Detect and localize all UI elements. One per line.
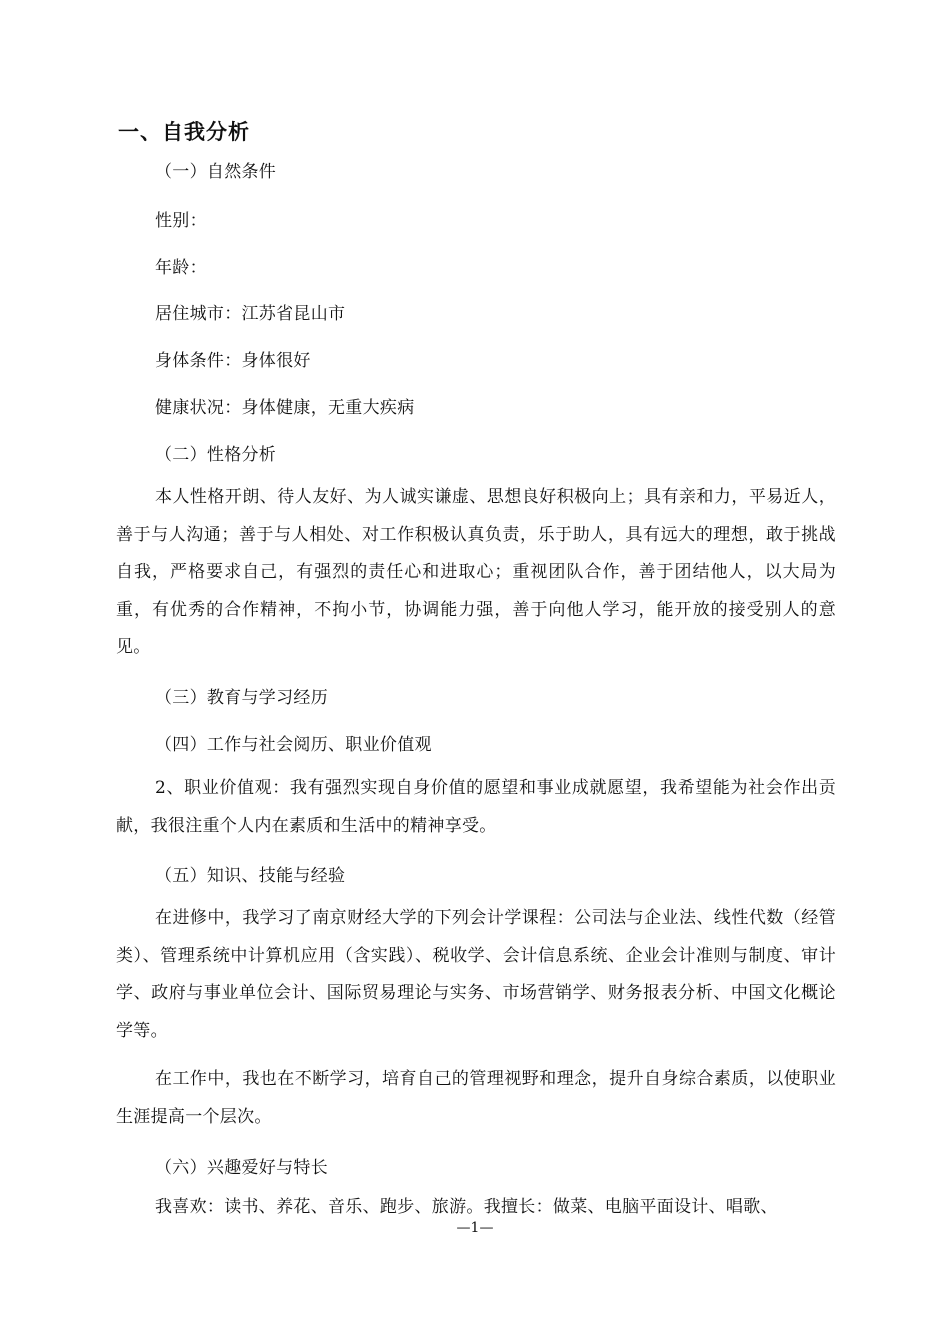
field-gender: 性别： — [155, 211, 207, 231]
values-paragraph: 2、职业价值观：我有强烈实现自身价值的愿望和事业成就愿望，我希望能为社会作出贡献，我很注重个人内在素质和生活中的精神享受。 — [116, 778, 836, 836]
section-heading: 一、自我分析 — [118, 120, 250, 144]
field-age: 年龄： — [155, 258, 207, 278]
field-health: 健康状况：身体健康，无重大疾病 — [155, 398, 415, 418]
subsection-title-natural: （一）自然条件 — [155, 162, 277, 182]
subsection-title-education: （三）教育与学习经历 — [155, 688, 328, 708]
subsection-title-work: （四）工作与社会阅历、职业价值观 — [155, 735, 432, 755]
subsection-title-hobbies: （六）兴趣爱好与特长 — [155, 1158, 328, 1178]
subsection-title-skills: （五）知识、技能与经验 — [155, 866, 346, 886]
courses-paragraph: 在进修中，我学习了南京财经大学的下列会计学课程：公司法与企业法、线性代数（经管类）、管理系统中计算机应用（含实践）、税收学、会计信息系统、企业会计准则与制度、审计学、政府与事业单位会计、国际贸易理论与实务、市场营销学、财务报表分析、中国文化概论学等。 — [116, 908, 836, 1041]
field-city: 居住城市：江苏省昆山市 — [155, 304, 346, 324]
work-learning-paragraph: 在工作中，我也在不断学习，培育自己的管理视野和理念，提升自身综合素质，以使职业生涯提高一个层次。 — [116, 1069, 836, 1127]
subsection-title-personality: （二）性格分析 — [155, 445, 277, 465]
personality-paragraph: 本人性格开朗、待人友好、为人诚实谦虚、思想良好积极向上；具有亲和力，平易近人，善于与人沟通；善于与人相处、对工作积极认真负责，乐于助人，具有远大的理想，敢于挑战自我，严格要求自己，有强烈的责任心和进取心；重视团队合作，善于团结他人，以大局为重，有优秀的合作精神，不拘小节，协调能力强，善于向他人学习，能开放的接受别人的意见。 — [116, 487, 836, 658]
field-body: 身体条件：身体很好 — [155, 351, 311, 371]
hobbies-paragraph: 我喜欢：读书、养花、音乐、跑步、旅游。我擅长：做菜、电脑平面设计、唱歌、 — [155, 1197, 778, 1217]
page-number: —1— — [456, 1220, 494, 1236]
